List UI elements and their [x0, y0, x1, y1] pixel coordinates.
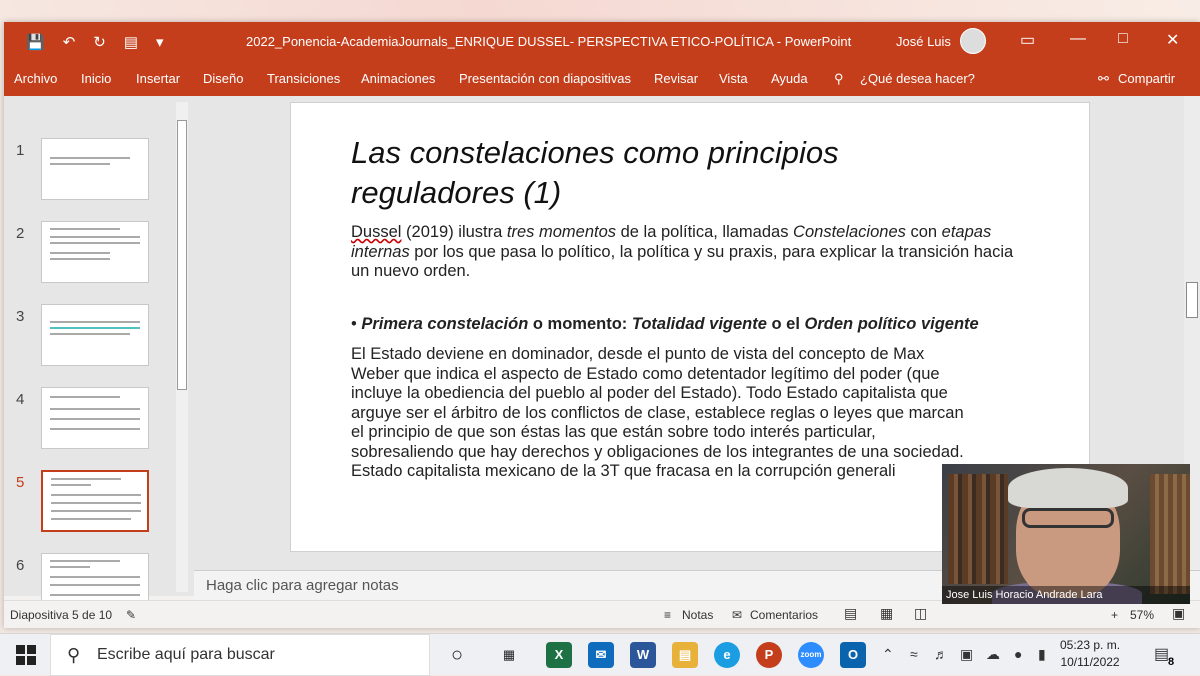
slide-preview: [41, 304, 149, 366]
avatar[interactable]: [960, 28, 986, 54]
ribbon-display-icon[interactable]: ▭: [1020, 32, 1036, 49]
save-icon[interactable]: 💾: [26, 34, 45, 51]
tab-ayuda[interactable]: Ayuda: [771, 71, 808, 86]
tab-diseno[interactable]: Diseño: [203, 71, 244, 86]
quick-access-toolbar: [4, 33, 164, 51]
word-icon[interactable]: W: [630, 642, 656, 668]
fit-slide-icon[interactable]: ▣: [1172, 605, 1186, 621]
tab-archivo[interactable]: Archivo: [14, 71, 58, 86]
zoom-in-icon[interactable]: +: [1111, 608, 1119, 622]
slide-thumbnail-4[interactable]: [4, 387, 179, 457]
slide-thumbnail-3[interactable]: [4, 304, 179, 374]
person-glasses: [1022, 508, 1114, 528]
customize-icon[interactable]: ▾: [156, 34, 164, 51]
slide-preview: [41, 221, 149, 283]
outlook-icon[interactable]: O: [840, 642, 866, 668]
bookshelf: [948, 474, 1008, 584]
sorter-view-icon[interactable]: ▦: [880, 605, 894, 621]
intro-paragraph[interactable]: [351, 223, 1031, 282]
text-run: por los que pasa lo político, la política y su praxis, para explicar la transición hacia un nuevo orden.: [351, 242, 1014, 280]
windows-start-icon[interactable]: [16, 645, 36, 665]
text-run: etapas internas: [351, 223, 992, 261]
slide-title[interactable]: [351, 133, 971, 213]
notification-icon[interactable]: ▤: [1154, 646, 1170, 663]
bullet-icon: •: [351, 315, 357, 333]
volume-icon[interactable]: ♬: [934, 646, 948, 662]
battery-icon[interactable]: ▮: [1038, 646, 1046, 662]
camera-icon[interactable]: ▣: [960, 646, 974, 662]
accessibility-icon[interactable]: ✎: [126, 608, 137, 622]
microphone-icon[interactable]: ●: [1014, 646, 1023, 662]
comments-icon[interactable]: ✉: [732, 608, 743, 622]
notification-count: 8: [1168, 656, 1175, 668]
text-run: con: [905, 223, 942, 241]
thumbnail-scrollbar[interactable]: [176, 102, 188, 592]
video-overlay[interactable]: [942, 464, 1190, 604]
notes-placeholder: Haga clic para agregar notas: [206, 577, 399, 594]
wifi-icon[interactable]: ≈: [910, 646, 918, 662]
zoom-icon[interactable]: zoom: [798, 642, 824, 668]
reading-view-icon[interactable]: ◫: [914, 605, 928, 621]
cortana-icon[interactable]: ○: [450, 644, 464, 666]
text-run: o momento:: [528, 315, 632, 333]
lightbulb-icon: ⚲: [834, 71, 844, 86]
taskbar: [0, 633, 1200, 675]
slide-preview: [41, 387, 149, 449]
clock[interactable]: [1060, 637, 1120, 671]
chevron-up-icon[interactable]: ⌃: [882, 646, 894, 662]
text-run: o el: [766, 315, 805, 333]
mail-icon[interactable]: ✉: [588, 642, 614, 668]
title-line: reguladores (1): [351, 175, 562, 210]
text-run: (2019) ilustra: [401, 223, 507, 241]
text-run: Totalidad vigente: [631, 315, 767, 333]
search-icon: ⚲: [67, 645, 81, 665]
excel-icon[interactable]: X: [546, 642, 572, 668]
zoom-level[interactable]: 57%: [1130, 608, 1155, 622]
tab-inicio[interactable]: Inicio: [81, 71, 112, 86]
tab-transiciones[interactable]: Transiciones: [267, 71, 341, 86]
bookshelf: [1150, 474, 1190, 594]
tab-animaciones[interactable]: Animaciones: [361, 71, 436, 86]
text-run: de la política, llamadas: [616, 223, 794, 241]
taskview-icon[interactable]: ▦: [502, 647, 516, 662]
slide-number: 1: [16, 142, 25, 159]
edge-icon[interactable]: e: [714, 642, 740, 668]
tell-me-search[interactable]: ¿Qué desea hacer?: [860, 71, 975, 86]
notes-icon[interactable]: ≡: [664, 608, 672, 622]
text-line: el principio de que son éstas las que están sobre todo interés particular,: [351, 423, 876, 441]
tab-revisar[interactable]: Revisar: [654, 71, 699, 86]
text-line: Weber que indica el aspecto de Estado como detentador legítimo del poder (que: [351, 364, 940, 383]
body-paragraph[interactable]: [351, 345, 1031, 482]
title-line: Las constelaciones como principios: [351, 135, 839, 170]
cloud-icon[interactable]: ☁: [986, 646, 1000, 662]
text-run: Dussel: [351, 223, 402, 241]
slide-number: 2: [16, 225, 25, 242]
undo-icon[interactable]: ↶: [62, 34, 76, 51]
normal-view-icon[interactable]: ▤: [844, 605, 858, 621]
text-line: incluye la obediencia del pueblo al poder del Estado). Todo Estado capitalista que: [351, 384, 948, 402]
slide-thumbnail-1[interactable]: [4, 138, 179, 208]
clock-time: 05:23 p. m.: [1060, 638, 1121, 652]
scroll-thumb[interactable]: [1186, 282, 1198, 318]
clock-date: 10/11/2022: [1060, 655, 1120, 669]
search-placeholder: Escribe aquí para buscar: [97, 646, 275, 663]
text-line: El Estado deviene en dominador, desde el punto de vista del concepto de Max: [351, 345, 925, 363]
participant-name: Jose Luis Horacio Andrade Lara: [942, 586, 1190, 604]
minimize-icon[interactable]: —: [1070, 30, 1086, 47]
slide-number: 3: [16, 308, 25, 325]
slide-preview: [41, 470, 149, 532]
slide-thumbnail-5[interactable]: [4, 470, 179, 540]
text-run: tres momentos: [506, 223, 617, 241]
explorer-icon[interactable]: ▤: [672, 642, 698, 668]
slide-thumbnail-2[interactable]: [4, 221, 179, 291]
tab-insertar[interactable]: Insertar: [136, 71, 181, 86]
share-button[interactable]: Compartir: [1118, 71, 1176, 86]
slide-number: 5: [16, 474, 25, 491]
text-line: sobresaliendo que hay derechos y obligaciones de los integrantes de una sociedad.: [351, 442, 964, 461]
status-bar: [4, 600, 1200, 628]
title-bar: [4, 22, 1200, 62]
redo-icon[interactable]: ↻: [93, 34, 106, 51]
taskbar-search[interactable]: [50, 634, 430, 676]
ribbon-tabs: [4, 62, 1200, 96]
slide-preview: [41, 138, 149, 200]
text-run: Primera constelación: [361, 315, 529, 333]
text-run: Orden político vigente: [804, 315, 979, 333]
slide-number: 6: [16, 557, 25, 574]
slide-number: 4: [16, 391, 25, 408]
scroll-thumb[interactable]: [177, 120, 187, 390]
tab-presentacion[interactable]: Presentación con diapositivas: [459, 71, 631, 86]
user-name[interactable]: José Luis: [896, 34, 951, 49]
present-icon[interactable]: ▤: [123, 34, 139, 51]
close-icon[interactable]: ✕: [1166, 32, 1180, 49]
slide-counter: Diapositiva 5 de 10: [10, 608, 113, 622]
text-line: Estado capitalista mexicano de la 3T que fracasa en la corrupción generali: [351, 462, 896, 480]
person-cap: [1008, 468, 1128, 508]
text-run: Constelaciones: [793, 223, 906, 241]
comments-button[interactable]: Comentarios: [750, 608, 819, 622]
text-line: arguye ser el árbitro de los conflictos de clase, establece reglas o leyes que marcan: [351, 403, 964, 422]
powerpoint-icon[interactable]: P: [756, 642, 782, 668]
tab-vista[interactable]: Vista: [719, 71, 748, 86]
maximize-icon[interactable]: □: [1118, 30, 1128, 47]
slide-thumbnail-pane: [4, 96, 194, 596]
window-title: 2022_Ponencia-AcademiaJournals_ENRIQUE DUSSEL- PERSPECTIVA ETICO-POLÍTICA - PowerPoint: [246, 34, 852, 49]
bullet-heading[interactable]: [351, 315, 1031, 335]
notes-button[interactable]: Notas: [682, 608, 714, 622]
share-icon[interactable]: ⚯: [1098, 71, 1109, 86]
